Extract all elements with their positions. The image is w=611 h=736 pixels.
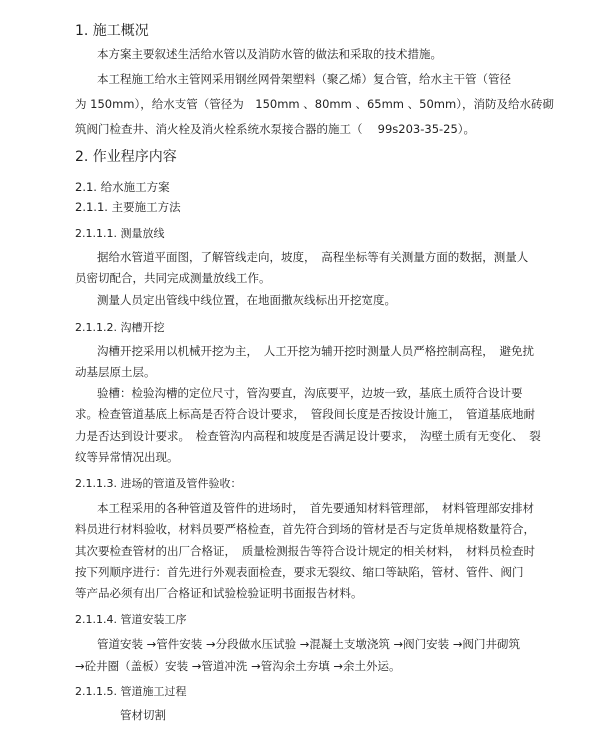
section-2-1-1-2-heading: 2.1.1.2. 沟槽开挖 <box>75 321 165 334</box>
install-sequence-line-1: 管道安装 →管件安装 →分段做水压试验 →混凝土支墩浇筑 →阀门安装 →阀门井砌筑 <box>97 637 520 651</box>
section-1-paragraph-2-line-3: 筑阀门检查井、消火栓及消火栓系统水泵接合器的施工（ 99s203-35-25）。 <box>75 122 476 136</box>
inspection-line-4: 按下列顺序进行：首先进行外观表面检查，要求无裂纹、缩口等缺陷，管材、管件、阀门 <box>75 565 524 579</box>
section-1-paragraph-2-line-1: 本工程施工给水主管网采用钢丝网骨架塑料（聚乙烯）复合管，给水主干管（管径 <box>97 72 511 86</box>
install-sequence-line-2: →砼井圈（盖板）安装 →管道冲洗 →管沟余土夯填 →余土外运。 <box>75 659 401 673</box>
section-2-1-1-5-heading: 2.1.1.5. 管道施工过程 <box>75 685 187 698</box>
survey-line-3: 测量人员定出管线中线位置，在地面撒灰线标出开挖宽度。 <box>97 293 396 307</box>
section-2-1-heading: 2.1. 给水施工方案 <box>75 180 170 194</box>
inspection-line-1: 本工程采用的各种管道及管件的进场时， 首先要通知材料管理部， 材料管理部安排材 <box>97 501 534 515</box>
section-2-1-1-1-heading: 2.1.1.1. 测量放线 <box>75 227 165 240</box>
section-2-1-1-3-heading: 2.1.1.3. 进场的管道及管件验收： <box>75 477 242 490</box>
trench-line-2: 动基层原土层。 <box>75 365 156 379</box>
trench-line-5: 力是否达到设计要求。 检查管沟内高程和坡度是否满足设计要求， 沟壁土质有无变化、 裂 <box>75 429 541 443</box>
section-2-heading: 2. 作业程序内容 <box>75 149 177 165</box>
trench-line-6: 纹等异常情况出现。 <box>75 450 179 464</box>
section-1-paragraph-2-line-2: 为 150mm），给水支管（管径为 150mm 、80mm 、65mm 、50mm），消防及给水砖砌 <box>75 97 554 111</box>
trench-line-3: 验槽：检验沟槽的定位尺寸，管沟要直，沟底要平，边坡一致，基底土质符合设计要 <box>97 386 523 400</box>
survey-line-2: 员密切配合，共同完成测量放线工作。 <box>75 271 271 285</box>
inspection-line-2: 料员进行材料验收，材料员要严格检查，首先符合到场的管材是否与定货单规格数量符合， <box>75 522 535 536</box>
trench-line-4: 求。检查管道基底上标高是否符合设计要求， 管段间长度是否按设计施工， 管道基底地耐 <box>75 407 535 421</box>
section-2-1-1-heading: 2.1.1. 主要施工方法 <box>75 200 181 214</box>
trench-line-1: 沟槽开挖采用以机械开挖为主， 人工开挖为辅开挖时测量人员严格控制高程， 避免扰 <box>97 344 534 358</box>
section-1-paragraph-1: 本方案主要叙述生活给水管以及消防水管的做法和采取的技术措施。 <box>97 47 442 61</box>
pipe-cutting-line: 管材切割 <box>120 708 166 722</box>
section-1-heading: 1. 施工概况 <box>75 23 149 39</box>
section-2-1-1-4-heading: 2.1.1.4. 管道安装工序 <box>75 613 187 626</box>
inspection-line-5: 等产品必须有出厂合格证和试验检验证明书面报告材料。 <box>75 586 363 600</box>
survey-line-1: 据给水管道平面图，了解管线走向，坡度， 高程坐标等有关测量方面的数据，测量人 <box>97 250 529 264</box>
inspection-line-3: 其次要检查管材的出厂合格证， 质量检测报告等符合设计规定的相关材料， 材料员检查时 <box>75 544 535 558</box>
